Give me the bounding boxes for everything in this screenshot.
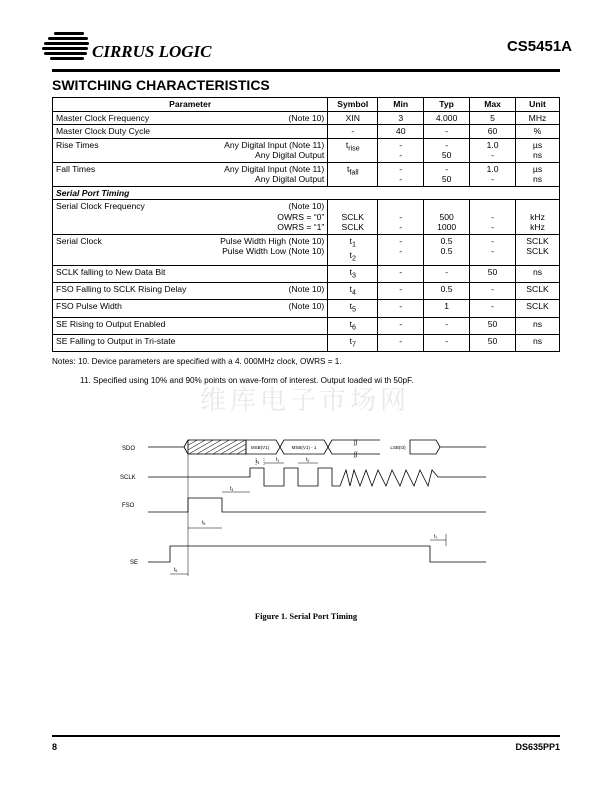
min: - bbox=[399, 211, 403, 222]
max: - bbox=[491, 222, 494, 232]
min: - bbox=[399, 150, 403, 160]
symbol: $t_4$ bbox=[328, 283, 378, 300]
typ: - bbox=[445, 163, 449, 174]
unit: SCLK bbox=[526, 246, 549, 256]
symbol: $t_1$ bbox=[349, 235, 356, 249]
t1-label: $t_1$ bbox=[276, 457, 280, 463]
header-parameter: Parameter bbox=[53, 98, 328, 112]
symbol: SCLK bbox=[341, 222, 364, 232]
max: - bbox=[470, 300, 516, 317]
symbol-base: t bbox=[345, 139, 349, 150]
param-sub: Pulse Width High (Note 10) bbox=[220, 235, 325, 246]
serial-port-timing-diagram bbox=[110, 430, 500, 600]
symbol: $t_5$ bbox=[328, 300, 378, 317]
max: - bbox=[491, 246, 494, 256]
unit: ns bbox=[516, 265, 560, 282]
logo-text: CIRRUS LOGIC bbox=[92, 42, 212, 61]
sdo-bit-msb-1: MSB(V1) - 1 bbox=[291, 445, 317, 450]
param-note: (Note 10) bbox=[288, 284, 325, 295]
t7-label: $t_7$ bbox=[434, 534, 438, 540]
typ: 50 bbox=[441, 150, 452, 160]
min: - bbox=[378, 265, 424, 282]
t6-label: $t_6$ bbox=[174, 567, 178, 573]
max: 50 bbox=[470, 334, 516, 351]
max: 1.0 bbox=[486, 163, 499, 174]
min: - bbox=[378, 300, 424, 317]
table-header-row bbox=[53, 98, 560, 112]
symbol: $t_7$ bbox=[328, 334, 378, 351]
max: - bbox=[491, 150, 494, 160]
typ: 4.000 bbox=[424, 111, 470, 125]
max: - bbox=[491, 211, 494, 222]
page-number: 8 bbox=[52, 742, 58, 752]
table-section-row bbox=[53, 186, 560, 200]
typ: 1 bbox=[424, 300, 470, 317]
figure-caption: Figure 1. Serial Port Timing bbox=[254, 611, 358, 621]
param-name: Serial Clock bbox=[56, 235, 102, 246]
table-row bbox=[53, 265, 560, 282]
sclk-waveform bbox=[148, 468, 486, 486]
unit: µs bbox=[532, 163, 543, 174]
symbol bbox=[328, 138, 378, 162]
unit: ns bbox=[516, 317, 560, 334]
unit: SCLK bbox=[516, 300, 560, 317]
break-icon: ∫∫ bbox=[354, 452, 358, 458]
typ: - bbox=[424, 317, 470, 334]
typ: 0.5 bbox=[424, 283, 470, 300]
min: - bbox=[399, 139, 403, 150]
t4-label: $t_4$ bbox=[230, 486, 234, 492]
min: - bbox=[378, 334, 424, 351]
min: 40 bbox=[378, 125, 424, 139]
unit: SCLK bbox=[516, 283, 560, 300]
param-sub: OWRS = “1” bbox=[277, 222, 325, 232]
break-icon: ∫∫ bbox=[354, 440, 358, 446]
sdo-waveform bbox=[148, 439, 486, 458]
param-sub: Any Digital Output bbox=[255, 174, 325, 184]
symbol: - bbox=[328, 125, 378, 139]
param-note: (Note 10) bbox=[288, 201, 325, 211]
unit: % bbox=[516, 125, 560, 139]
fso-waveform bbox=[148, 498, 486, 512]
sdo-bit-msb: MSB(V1) bbox=[250, 445, 270, 450]
max: 5 bbox=[470, 111, 516, 125]
max: 1.0 bbox=[486, 139, 499, 150]
symbol: $t_2$ bbox=[349, 249, 356, 263]
typ: - bbox=[424, 265, 470, 282]
typ: 0.5 bbox=[440, 235, 453, 246]
unit: µs bbox=[532, 139, 543, 150]
footer-rule bbox=[52, 735, 560, 737]
header-rule bbox=[52, 69, 560, 72]
param-name: Serial Clock Frequency bbox=[56, 201, 145, 211]
header-max: Max bbox=[470, 98, 516, 112]
max: 50 bbox=[470, 317, 516, 334]
table-row bbox=[53, 283, 560, 300]
min: - bbox=[399, 246, 403, 256]
param-name: SE Falling to Output in Tri-state bbox=[53, 334, 328, 351]
min: - bbox=[378, 317, 424, 334]
switching-characteristics-table bbox=[52, 97, 560, 352]
label-sdo: SDO bbox=[122, 446, 136, 452]
param-sub: Any Digital Input (Note 11) bbox=[224, 139, 325, 150]
param-name: Master Clock Frequency bbox=[56, 112, 150, 123]
max: - bbox=[491, 235, 494, 246]
max: 60 bbox=[470, 125, 516, 139]
table-row bbox=[53, 300, 560, 317]
param-name: FSO Falling to SCLK Rising Delay bbox=[56, 284, 187, 295]
max: - bbox=[470, 283, 516, 300]
min: - bbox=[399, 174, 403, 184]
t3-label: $t_3$ bbox=[256, 459, 260, 465]
symbol: $t_3$ bbox=[328, 265, 378, 282]
param-name: SCLK falling to New Data Bit bbox=[53, 265, 328, 282]
label-fso: FSO bbox=[122, 503, 135, 509]
note-11: 11. Specified using 10% and 90% points on wave-form of interest. Output loaded wi th 50pF. bbox=[80, 376, 414, 385]
typ: - bbox=[445, 139, 449, 150]
unit: kHz bbox=[530, 222, 545, 232]
param-note: (Note 10) bbox=[288, 112, 325, 123]
min: - bbox=[399, 163, 403, 174]
symbol-base: t bbox=[347, 163, 350, 174]
logo-swoosh-icon bbox=[42, 32, 89, 60]
param-sub: Any Digital Output bbox=[255, 150, 325, 160]
param-sub: OWRS = “0” bbox=[277, 211, 325, 222]
cirrus-logic-logo bbox=[40, 26, 230, 66]
header-min: Min bbox=[378, 98, 424, 112]
unit: ns bbox=[532, 174, 543, 184]
symbol-sub: rise bbox=[348, 144, 360, 153]
typ: 0.5 bbox=[440, 246, 453, 256]
table-row bbox=[53, 125, 560, 139]
typ: 500 bbox=[439, 211, 454, 222]
t2-label: $t_2$ bbox=[306, 457, 310, 463]
part-number: CS5451A bbox=[506, 38, 572, 55]
t5-label: $t_5$ bbox=[202, 520, 206, 526]
typ: - bbox=[424, 125, 470, 139]
table-row bbox=[53, 234, 560, 265]
label-se: SE bbox=[130, 560, 139, 566]
header-symbol: Symbol bbox=[328, 98, 378, 112]
param-name: FSO Pulse Width bbox=[56, 301, 122, 312]
symbol: $t_6$ bbox=[328, 317, 378, 334]
unit: ns bbox=[532, 150, 543, 160]
watermark: 维库电子市场网 bbox=[200, 386, 411, 416]
max: - bbox=[491, 174, 494, 184]
sdo-bit-lsb: LSB(I3) bbox=[390, 445, 406, 450]
table-row bbox=[53, 317, 560, 334]
typ: 1000 bbox=[437, 222, 457, 232]
unit: MHz bbox=[516, 111, 560, 125]
min: - bbox=[399, 235, 403, 246]
header-typ: Typ bbox=[424, 98, 470, 112]
label-sclk: SCLK bbox=[120, 475, 136, 481]
typ: 50 bbox=[441, 174, 452, 184]
table-row bbox=[53, 162, 560, 186]
serial-port-section: Serial Port Timing bbox=[53, 186, 560, 200]
table-row bbox=[53, 200, 560, 235]
se-waveform bbox=[148, 546, 486, 562]
header-unit: Unit bbox=[516, 98, 560, 112]
timing-markers bbox=[170, 454, 446, 576]
symbol: SCLK bbox=[341, 211, 364, 222]
typ: - bbox=[424, 334, 470, 351]
param-name: Fall Times bbox=[56, 163, 96, 174]
param-name: Rise Times bbox=[56, 139, 99, 150]
min: - bbox=[399, 222, 403, 232]
symbol-sub: fall bbox=[349, 168, 359, 177]
param-sub: Pulse Width Low (Note 10) bbox=[222, 246, 325, 256]
symbol: XIN bbox=[328, 111, 378, 125]
param-sub: Any Digital Input (Note 11) bbox=[224, 163, 325, 174]
min: - bbox=[378, 283, 424, 300]
unit: SCLK bbox=[526, 235, 549, 246]
param-name: SE Rising to Output Enabled bbox=[53, 317, 328, 334]
param-name: Master Clock Duty Cycle bbox=[53, 125, 328, 139]
symbol bbox=[328, 162, 378, 186]
section-title: SWITCHING CHARACTERISTICS bbox=[52, 77, 270, 93]
unit: ns bbox=[516, 334, 560, 351]
note-10: Notes: 10. Device parameters are specified with a 4. 000MHz clock, OWRS = 1. bbox=[52, 357, 342, 366]
document-id: DS635PP1 bbox=[515, 742, 560, 752]
min: 3 bbox=[378, 111, 424, 125]
max: 50 bbox=[470, 265, 516, 282]
unit: kHz bbox=[530, 211, 545, 222]
table-row bbox=[53, 111, 560, 125]
table-row bbox=[53, 138, 560, 162]
param-note: (Note 10) bbox=[288, 301, 325, 312]
table-row bbox=[53, 334, 560, 351]
